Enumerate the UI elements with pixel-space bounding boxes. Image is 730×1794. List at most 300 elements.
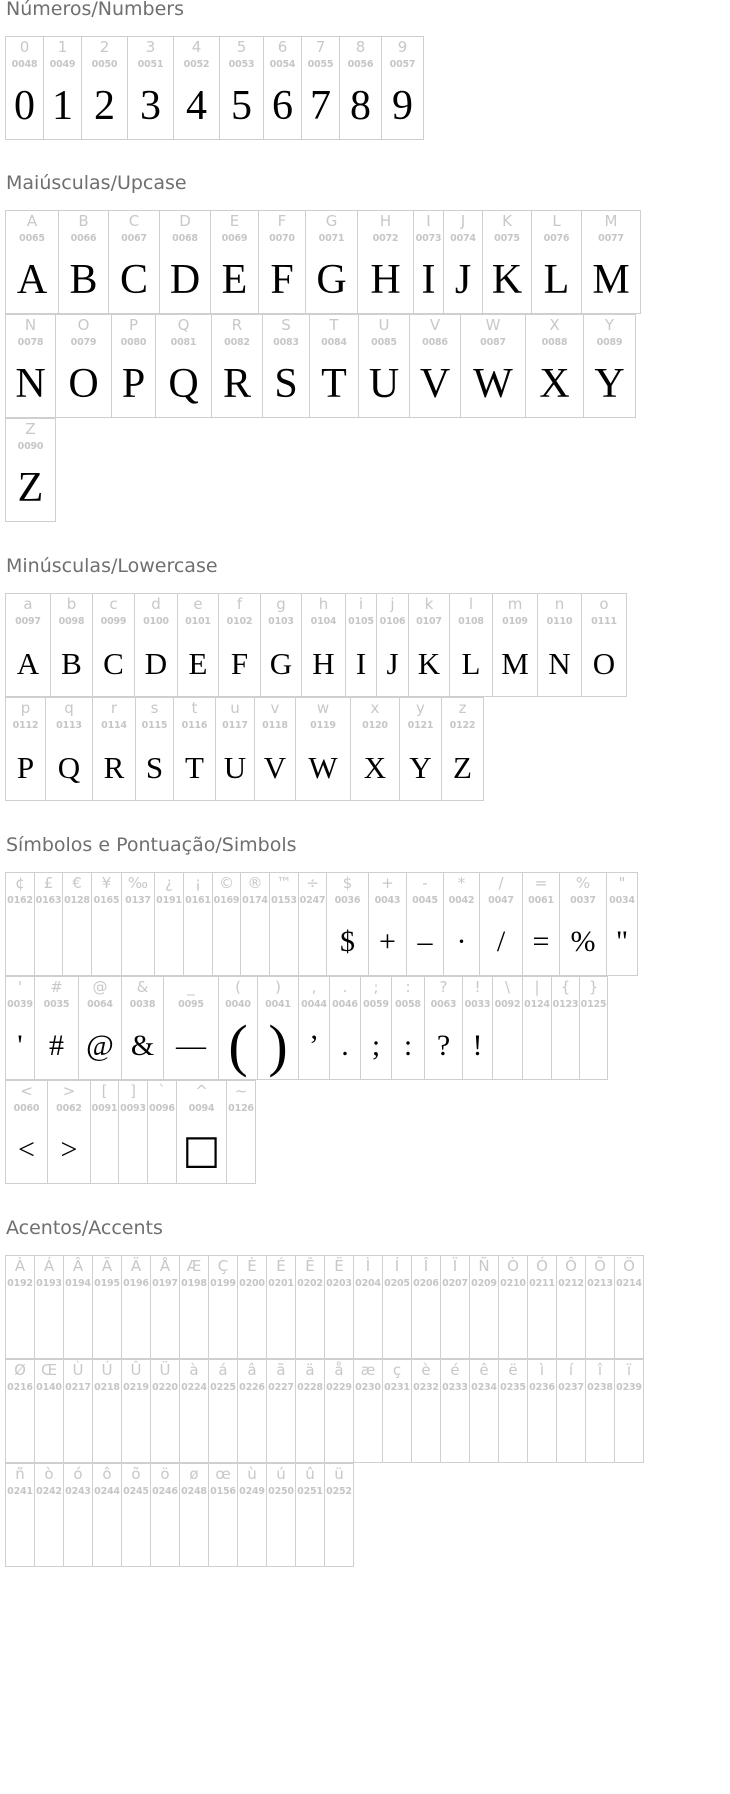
glyph-sample [64,1502,92,1564]
character-label: T [329,316,339,334]
character-label: 0 [19,38,30,56]
character-code: 0209 [471,1278,497,1289]
character-code: 0070 [269,233,295,244]
character-label: 8 [355,38,366,56]
character-label: * [457,874,466,892]
glyph-cell [499,1359,528,1463]
character-code: 0097 [15,616,41,627]
glyph-cell [91,1080,119,1184]
character-code: 0244 [94,1486,120,1497]
accents-row-1 [5,1255,644,1359]
character-label: W [485,316,501,334]
character-code: 0094 [188,1103,215,1114]
character-label: Ú [101,1361,113,1379]
character-code: 0198 [181,1278,207,1289]
character-code: 0058 [395,999,421,1010]
glyph-sample [270,911,298,973]
glyph-sample [35,1502,63,1564]
glyph-sample [586,1398,614,1460]
glyph-cell [64,1255,93,1359]
character-code: 0217 [65,1382,91,1393]
glyph-cell [327,872,369,976]
character-label: 1 [57,38,68,56]
glyph-cell [582,593,627,697]
character-label: Õ [594,1257,606,1275]
character-code: 0200 [239,1278,265,1289]
glyph-cell [238,1463,267,1567]
glyph-cell [306,210,358,314]
character-code: 0153 [271,895,297,906]
glyph-cell [64,1359,93,1463]
glyph-cell [483,210,532,314]
glyph-sample: ( [228,1013,248,1078]
character-label: s [150,699,159,717]
glyph-cell [122,1255,151,1359]
character-code: 0071 [318,233,345,244]
glyph-cell [112,314,156,418]
character-code: 0226 [239,1382,265,1393]
character-code: 0059 [363,999,389,1010]
glyph-cell [470,1359,499,1463]
character-label: ã [276,1361,286,1379]
character-label: ¡ [194,874,201,892]
character-code: 0089 [596,337,623,348]
lowercase-row-2 [5,697,484,801]
glyph-cell [93,697,136,801]
character-label: € [72,874,82,892]
character-code: 0075 [494,233,520,244]
glyph-cell [174,36,220,140]
character-code: 0197 [152,1278,178,1289]
character-label: ù [247,1465,257,1483]
glyph-sample [122,1502,150,1564]
glyph-cell [340,36,382,140]
character-label: ú [276,1465,286,1483]
numbers-row-1 [5,36,424,140]
glyph-sample [470,1398,498,1460]
glyph-cell [220,36,264,140]
character-code: 0079 [70,337,97,348]
glyph-sample: G [316,257,347,303]
glyph-sample [241,911,269,973]
character-code: 0080 [120,337,147,348]
glyph-sample [227,1119,255,1181]
section-title-accents: Acentos/Accents [6,1217,163,1239]
character-code: 0194 [65,1278,91,1289]
glyph-sample: + [379,925,396,958]
glyph-sample [325,1398,353,1460]
character-label: 4 [191,38,202,56]
glyph-cell [358,210,414,314]
glyph-sample: D [169,257,201,303]
character-label: i [358,595,364,613]
character-code: 0037 [570,895,596,906]
character-label: N [24,316,37,334]
glyph-cell [325,1359,354,1463]
glyph-sample: M [501,645,529,681]
glyph-cell [425,976,463,1080]
character-code: 0196 [123,1278,149,1289]
character-label: 5 [236,38,247,56]
glyph-cell [383,1359,412,1463]
glyph-sample [267,1502,295,1564]
glyph-sample [93,1398,121,1460]
character-code: 0123 [552,999,579,1010]
glyph-cell [177,1080,227,1184]
character-code: 0104 [310,616,337,627]
character-label: Ã [101,1257,113,1275]
character-code: 0083 [273,337,299,348]
glyph-sample [383,1398,411,1460]
character-code: 0229 [326,1382,352,1393]
glyph-sample [92,911,121,973]
character-code: 0206 [413,1278,439,1289]
glyph-cell [63,872,92,976]
character-code: 0056 [347,59,374,70]
glyph-cell [93,593,135,697]
glyph-cell [615,1255,644,1359]
glyph-cell [296,697,351,801]
glyph-sample: A [16,645,40,681]
glyph-sample [441,1398,469,1460]
glyph-cell [299,976,330,1080]
glyph-sample: 7 [310,83,331,129]
character-label: ü [334,1465,344,1483]
glyph-sample [552,1015,579,1077]
glyph-cell [135,593,178,697]
character-label: r [110,699,118,717]
glyph-sample: W [308,749,338,785]
character-code: 0036 [334,895,361,906]
character-label: # [50,978,63,996]
character-label: S [281,316,291,334]
glyph-cell [412,1359,441,1463]
character-label: B [78,212,89,230]
character-label: ì [539,1361,545,1379]
glyph-sample [586,1294,614,1356]
character-label: ö [160,1465,170,1483]
glyph-sample: $ [340,925,355,958]
character-label: w [316,699,330,717]
character-label: F [277,212,287,230]
glyph-cell [227,1080,256,1184]
glyph-cell [178,593,219,697]
character-code: 0069 [221,233,248,244]
character-code: 0091 [91,1103,118,1114]
character-code: 0049 [49,59,76,70]
character-label: É [276,1257,286,1275]
character-label: y [416,699,425,717]
character-code: 0121 [407,720,434,731]
character-label: é [450,1361,460,1379]
character-code: 0120 [362,720,388,731]
character-label: û [305,1465,315,1483]
character-code: 0247 [299,895,326,906]
character-label: ï [626,1361,632,1379]
character-code: 0125 [580,999,607,1010]
character-code: 0231 [384,1382,410,1393]
glyph-cell [79,976,122,1080]
glyph-sample: 9 [392,83,413,129]
glyph-sample: I [355,645,367,681]
character-code: 0238 [587,1382,613,1393]
character-label: Ä [130,1257,142,1275]
glyph-sample: O [592,645,616,681]
character-code: 0214 [616,1278,642,1289]
character-label: h [318,595,329,613]
glyph-sample [528,1398,556,1460]
character-label: Ü [159,1361,171,1379]
character-code: 0042 [448,895,475,906]
character-code: 0248 [181,1486,207,1497]
character-code: 0137 [125,895,151,906]
character-label: J [460,212,466,230]
character-code: 0038 [129,999,156,1010]
glyph-sample [6,1502,34,1564]
glyph-sample [354,1398,382,1460]
character-label: m [507,595,523,613]
glyph-cell [6,1080,48,1184]
glyph-cell [6,1255,35,1359]
glyph-cell [267,1255,296,1359]
character-code: 0057 [389,59,416,70]
character-code: 0232 [413,1382,439,1393]
character-code: 0237 [558,1382,584,1393]
glyph-cell [216,697,255,801]
glyph-sample: H [312,645,335,681]
glyph-cell [92,872,122,976]
glyph-sample [557,1398,585,1460]
glyph-sample: Z [453,749,472,785]
character-label: 2 [99,38,110,56]
character-label: A [26,212,38,230]
character-code: 0212 [558,1278,584,1289]
glyph-cell [6,872,35,976]
character-label: å [334,1361,344,1379]
character-label: 3 [145,38,156,56]
glyph-cell [6,314,56,418]
glyph-sample [499,1294,527,1356]
glyph-cell [523,976,552,1080]
character-code: 0035 [43,999,70,1010]
glyph-cell [607,872,638,976]
glyph-cell [259,210,306,314]
character-label: Ô [565,1257,577,1275]
glyph-sample: C [119,257,148,303]
character-code: 0086 [422,337,448,348]
glyph-cell [35,1359,64,1463]
glyph-cell [493,976,523,1080]
character-code: 0213 [587,1278,613,1289]
character-code: 0203 [326,1278,352,1289]
character-label: - [422,874,428,892]
glyph-sample [122,911,154,973]
glyph-sample: 0 [14,83,35,129]
character-label: Ï [452,1257,458,1275]
glyph-sample: I [421,257,436,303]
glyph-cell [6,36,44,140]
character-code: 0114 [101,720,127,731]
glyph-sample [296,1398,324,1460]
glyph-cell [263,314,310,418]
glyph-sample [354,1294,382,1356]
character-label: n [554,595,565,613]
glyph-sample: 3 [140,83,161,129]
glyph-cell [441,1359,470,1463]
glyph-sample: 4 [186,83,207,129]
glyph-cell [93,1255,122,1359]
character-label: ç [392,1361,402,1379]
glyph-sample [64,1398,92,1460]
character-label: © [219,874,234,892]
glyph-sample [267,1398,295,1460]
glyph-sample: J [454,257,472,303]
character-label: O [77,316,90,334]
character-label: ; [373,978,379,996]
glyph-sample: N [548,645,571,681]
character-code: 0101 [185,616,211,627]
glyph-sample [267,1294,295,1356]
character-code: 0156 [210,1486,236,1497]
glyph-sample: E [221,257,248,303]
character-code: 0245 [123,1486,149,1497]
glyph-cell [499,1255,528,1359]
character-code: 0246 [152,1486,178,1497]
character-code: 0076 [543,233,570,244]
character-label: Z [25,420,36,438]
glyph-sample [180,1398,208,1460]
glyph-cell [538,593,582,697]
character-label: è [421,1361,431,1379]
character-label: G [325,212,338,230]
glyph-cell [261,593,302,697]
character-label: ^ [195,1082,208,1100]
upcase-row-3 [5,418,56,522]
glyph-sample: 6 [272,83,293,129]
character-code: 0046 [332,999,358,1010]
character-code: 0193 [36,1278,62,1289]
glyph-sample: X [363,749,387,785]
glyph-sample: 1 [52,83,73,129]
character-label: ø [189,1465,199,1483]
glyph-sample: % [570,925,596,958]
glyph-sample [412,1294,440,1356]
character-code: 0062 [56,1103,82,1114]
character-code: 0126 [228,1103,254,1114]
character-label: ò [44,1465,54,1483]
glyph-cell [209,1255,238,1359]
character-label: = [534,874,548,892]
glyph-sample [148,1119,176,1181]
character-label: ' [17,978,23,996]
character-code: 0112 [12,720,39,731]
glyph-cell [184,872,213,976]
character-code: 0202 [297,1278,323,1289]
glyph-sample: > [60,1133,78,1166]
character-label: Œ [40,1361,58,1379]
glyph-sample [122,1294,150,1356]
glyph-sample [383,1294,411,1356]
glyph-sample: X [539,361,570,407]
glyph-cell [414,210,444,314]
character-code: 0085 [371,337,397,348]
glyph-cell [410,314,461,418]
glyph-cell [382,36,424,140]
glyph-cell [6,210,59,314]
glyph-sample: V [419,361,451,407]
section-title-numbers: Números/Numbers [6,0,184,20]
character-label: Ñ [478,1257,490,1275]
glyph-sample: ' [17,1029,23,1062]
character-label: ™ [276,874,292,892]
character-label: U [378,316,390,334]
glyph-sample [91,1119,118,1181]
glyph-sample: = [532,925,550,958]
character-code: 0092 [494,999,521,1010]
glyph-sample: T [185,749,204,785]
character-code: 0096 [149,1103,175,1114]
character-label: Í [394,1257,400,1275]
glyph-cell [122,976,164,1080]
character-code: 0052 [183,59,210,70]
character-code: 0063 [430,999,457,1010]
character-label: í [568,1361,574,1379]
character-label: v [270,699,280,717]
character-code: 0239 [616,1382,642,1393]
character-code: 0117 [222,720,248,731]
glyph-sample: @ [86,1029,114,1062]
character-code: 0067 [121,233,147,244]
glyph-cell [377,593,409,697]
character-label: ‰ [127,874,149,892]
glyph-cell [264,36,302,140]
character-code: 0095 [178,999,204,1010]
glyph-sample [180,1502,208,1564]
glyph-cell [174,697,216,801]
character-label: î [597,1361,603,1379]
glyph-cell [450,593,493,697]
character-label: x [370,699,380,717]
glyph-sample: · [456,925,467,958]
character-label: z [458,699,467,717]
glyph-sample: N [15,361,46,407]
glyph-cell [582,210,641,314]
glyph-cell [461,314,526,418]
glyph-sample [184,911,212,973]
character-label: œ [215,1465,231,1483]
glyph-cell [580,976,608,1080]
character-label: q [64,699,74,717]
character-code: 0034 [609,895,635,906]
glyph-sample: J [386,645,399,681]
glyph-sample: S [145,749,164,785]
character-label: t [191,699,198,717]
character-label: l [468,595,474,613]
glyph-cell [346,593,377,697]
character-code: 0119 [310,720,336,731]
character-label: ! [474,978,481,996]
upcase-row-1 [5,210,641,314]
character-code: 0249 [239,1486,265,1497]
character-code: 0106 [379,616,406,627]
glyph-sample [238,1398,266,1460]
upcase-row-2 [5,314,636,418]
character-code: 0060 [13,1103,40,1114]
glyph-sample: K [417,645,441,681]
glyph-cell [615,1359,644,1463]
character-label: b [66,595,77,613]
character-code: 0243 [65,1486,91,1497]
